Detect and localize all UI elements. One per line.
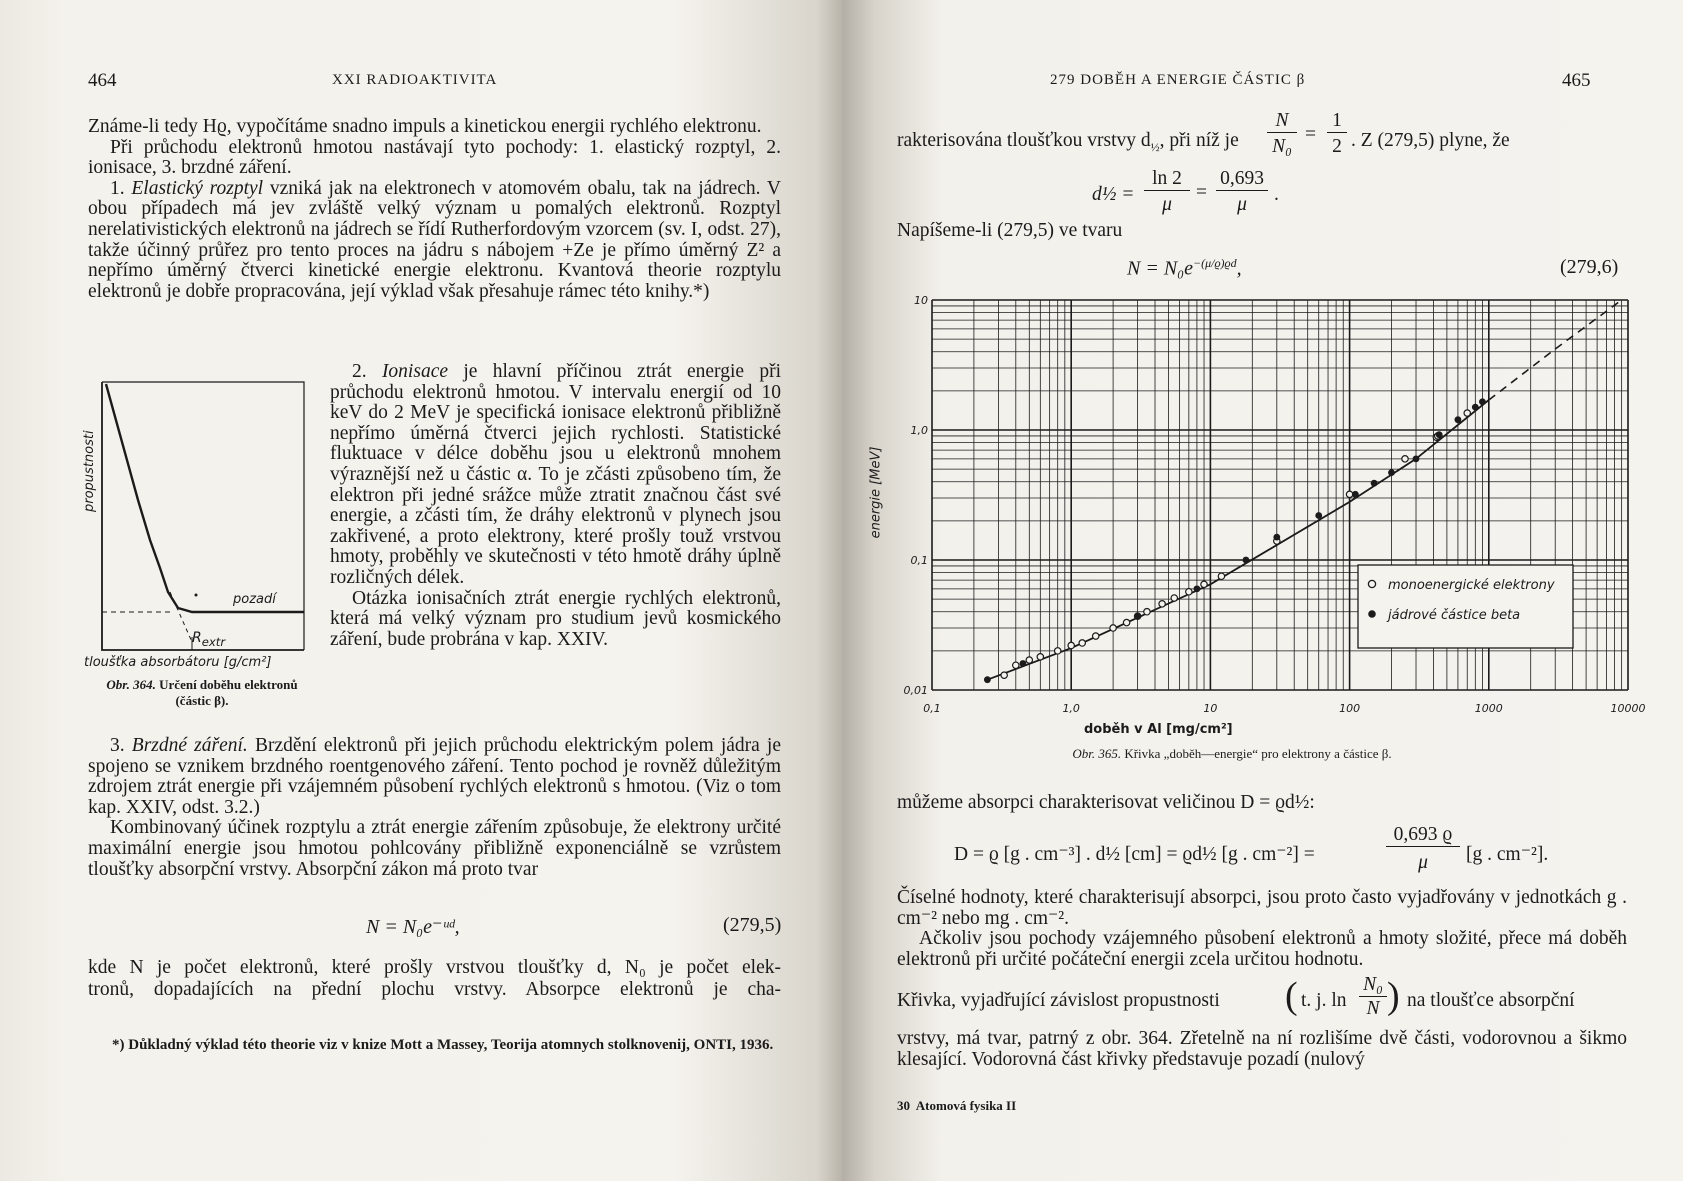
data-point-beta [1436, 431, 1443, 438]
data-point-beta [984, 676, 991, 683]
paragraph: Známe-li tedy Hϱ, vypočítáme snadno impuls a kinetickou energii rychlého elektronu. [88, 116, 762, 137]
paragraph: Při průchodu elektronů hmotou nastávají tyto pochody: 1. elastický rozptyl, 2. ionisace, 3. brzdné záření. [88, 136, 781, 179]
legend-label: monoenergické elektrony [1388, 578, 1555, 593]
data-point-monoenergetic [1171, 595, 1177, 601]
data-point-beta [1315, 512, 1322, 519]
equation-d: D = ϱ [g . cm⁻³] . d½ [cm] = ϱd½ [g . cm⁻²] = 0,693 ϱ μ [g . cm⁻²]. [954, 824, 1549, 873]
data-point-beta [1472, 404, 1479, 411]
page-number-right: 465 [1562, 70, 1591, 91]
term: Ionisace [381, 361, 448, 382]
data-point-beta [1194, 585, 1201, 592]
running-head-right: 279 DOBĚH A ENERGIE ČÁSTIC β [1050, 72, 1306, 88]
data-point-beta [1371, 480, 1378, 487]
data-point-beta [1413, 455, 1420, 462]
paragraph: Otázka ionisačních ztrát energie rychlých elektronů, která má velký význam pro studium jevů kosmického záření, bude probrána v kap. XXIV. [330, 587, 781, 650]
figure-364-xlabel: tloušťka absorbátoru [g/cm²] [84, 655, 272, 670]
figure-364-label-rextr: $R_{extr}$ [192, 630, 226, 649]
text-line: kde N je počet elektronů, které prošly vrstvou tloušťky d, N₀ je počet elek- [88, 957, 781, 978]
text-line: Napíšeme-li (279,5) ve tvaru [897, 220, 1123, 241]
y-tick-label: 0,01 [903, 684, 928, 697]
paragraph: Číselné hodnoty, které charakterisují absorpci, jsou proto často vyjadřovány v jednotkách g . cm⁻² nebo mg . cm⁻². [897, 887, 1627, 929]
y-tick-label: 10 [914, 294, 928, 307]
x-tick-label: 100 [1339, 702, 1361, 715]
data-point-monoenergetic [1055, 648, 1061, 654]
data-point-beta [1455, 416, 1462, 423]
legend-marker [1368, 610, 1376, 618]
left-text-wrap [330, 362, 781, 650]
x-tick-label: 1,0 [1062, 702, 1080, 715]
data-point-monoenergetic [1144, 609, 1150, 615]
data-point-beta [1273, 534, 1280, 541]
x-tick-label: 10000 [1610, 702, 1646, 715]
chart-ticks [904, 294, 1646, 715]
figure-364-label-background: pozadí [233, 592, 276, 607]
equation-number-279-5: (279,5) [723, 914, 782, 936]
equation-279-5: N = N₀e⁻ᵘᵈ, [366, 916, 460, 938]
x-tick-label: 1000 [1474, 702, 1503, 715]
data-point-monoenergetic [1201, 581, 1207, 587]
footnote: *) Důkladný výklad této theorie viz v knize Mott a Massey, Teorija atomnych stolknovenij, ONTI, 1936. [112, 1037, 774, 1053]
left-text-top [88, 117, 781, 302]
data-point-beta [1352, 491, 1359, 498]
paragraph: 3. Brzdné záření. Brzdění elektronů při jejich průchodu elektrickým polem jádra je spojeno se vznikem brzdného roentgenového záření. Tento pochod je rovněž důležitým zdrojem ztrát energie při vzájemném působení rychlých elektronů s hmotou. (Viz o tom kap. XXIV, odst. 3.2.) [88, 735, 782, 818]
data-point-monoenergetic [1186, 589, 1192, 595]
paragraph: vrstvy, má tvar, patrný z obr. 364. Zřetelně na ní rozlišíme dvě části, vodorovnou a šikmo klesající. Vodorovná část křivky představuje pozadí (nulový [897, 1028, 1627, 1070]
data-point-monoenergetic [1346, 491, 1352, 497]
page-footer: 30 Atomová fysika II [897, 1098, 1017, 1113]
data-point-monoenergetic [1093, 633, 1099, 639]
chart-legend [1358, 565, 1573, 648]
data-point-beta [1479, 398, 1486, 405]
figure-364-graph [88, 372, 316, 667]
range-energy-chart [842, 290, 1683, 770]
data-point-monoenergetic [1026, 657, 1032, 663]
legend-marker [1368, 580, 1375, 587]
paragraph: 2. Ionisace je hlavní příčinou ztrát energie při průchodu elektronů hmotou. V intervalu energií od 10 keV do 2 MeV je specifická ionisace elektronů přibližně nepřímo úměrná čtverci jejich rychlosti. Statistické fluktuace v délce doběhu jsou u elektronů mnohem výraznější než u částic α. To je zčásti způsobeno tím, že elektron při jedné srážce může ztratit značnou část své energie, a zčásti tím, že dráhy elektronů v plynech jsou zakřivené, a proto elektrony, které prošly touž vrstvou hmoty, proběhly ve skutečnosti v této hmotě dráhy úplně rozličných délek. [330, 361, 781, 588]
data-point-beta [1134, 613, 1141, 620]
data-point-monoenergetic [1079, 640, 1085, 646]
right-text-block [897, 888, 1627, 970]
data-point-monoenergetic [1068, 642, 1074, 648]
term: Brzdné záření. [131, 735, 248, 756]
data-point-beta [1243, 557, 1250, 564]
figure-364-caption: Obr. 364. Určení doběhu elektronů (částic β). [106, 677, 298, 708]
paragraph: Kombinovaný účinek rozptylu a ztrát energie zářením způsobuje, že elektrony určité maximální energie jsou hmotou pohlcovány přibližně exponenciálně se vzrůstem tloušťky absorpční vrstvy. Absorpční zákon má proto tvar [88, 817, 781, 880]
data-point-monoenergetic [1001, 672, 1007, 678]
data-point-monoenergetic [1110, 625, 1116, 631]
left-text-bottom [88, 736, 781, 880]
paragraph: 1. Elastický rozptyl vzniká jak na elektronech v atomovém obalu, tak na jádrech. V obou případech má jev zvláště velký význam u pomalých elektronů. Rozptyl nerelativistických elektronů na jádrech se řídí Rutherfordovým vzorcem (sv. I, odst. 27), takže účinný průřez pro tento proces na jádru s nábojem +Ze je přímo úměrný Z² a nepřímo úměrný čtverci kinetické energie elektronu. Kvantová theorie rozptylu elektronů je dobře propracována, její výklad však přesahuje rámec této knihy.*) [88, 177, 782, 302]
figure-364 [82, 372, 316, 717]
data-point-beta [1020, 660, 1027, 667]
text-line-fraction: Křivka, vyjadřující závislost propustnosti ( t. j. ln N₀ N ) na tloušťce absorpční [897, 974, 1575, 1019]
chart-caption: Obr. 365. Křivka „doběh—energie“ pro elektrony a částice β. [1072, 746, 1392, 761]
data-point-monoenergetic [1402, 456, 1408, 462]
x-tick-label: 0,1 [923, 702, 941, 715]
term: Elastický rozptyl [131, 177, 264, 199]
data-point-monoenergetic [1218, 573, 1224, 579]
running-head-left: XXI RADIOAKTIVITA [332, 72, 498, 88]
figure-364-ylabel: propustnosti [82, 430, 97, 512]
chart-xlabel: doběh v Al [mg/cm²] [1084, 722, 1233, 737]
y-tick-label: 0,1 [910, 554, 928, 567]
equation-279-6: $N = N_0e^{-(\mu/ϱ)ϱd}$, [1127, 256, 1242, 280]
page-number-left: 464 [88, 70, 117, 91]
right-text-block [897, 1029, 1627, 1070]
legend-label: jádrové částice beta [1388, 608, 1521, 623]
data-point-monoenergetic [1464, 410, 1470, 416]
equation-d-half: d½ = ln 2 μ = 0,693 μ . [1092, 168, 1279, 215]
data-point-monoenergetic [1037, 654, 1043, 660]
data-point-monoenergetic [1013, 662, 1019, 668]
data-point-beta [1388, 469, 1395, 476]
paragraph: Ačkoliv jsou pochody vzájemného působení elektronů a hmoty složité, přece má doběh elektronů při určité počáteční energii zcela určitou hodnotu. [897, 928, 1627, 970]
x-tick-label: 10 [1203, 702, 1218, 715]
right-page [842, 0, 1683, 1181]
text-line: můžeme absorpci charakterisovat veličinou D = ϱd½: [897, 792, 1315, 813]
data-point-monoenergetic [1159, 601, 1165, 607]
chart-ylabel: energie [MeV] [868, 446, 884, 539]
data-point-monoenergetic [1123, 619, 1129, 625]
equation-number-279-6: (279,6) [1560, 256, 1619, 278]
text-line-fraction: rakterisována tloušťkou vrstvy $d_{\frac{1}{2}}$, při níž je N N₀ = 1 2 . Z (279,5) plyne, že [897, 110, 1510, 157]
text-line: tronů, dopadajících na přední plochu vrstvy. Absorpce elektronů je cha- [88, 979, 781, 1000]
y-tick-label: 1,0 [910, 424, 928, 437]
